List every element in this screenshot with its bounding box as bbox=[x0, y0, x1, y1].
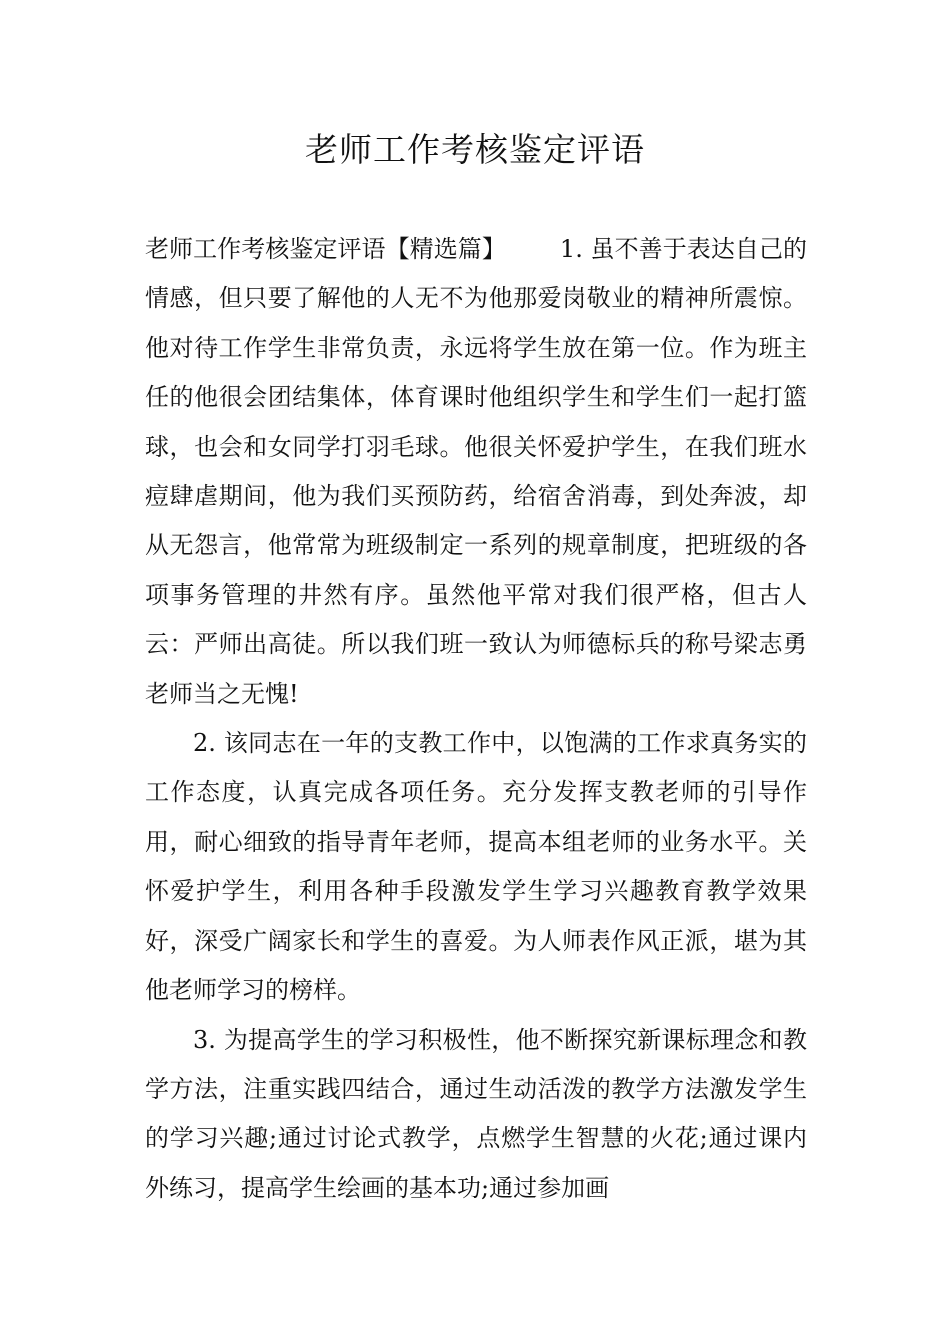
document-body bbox=[145, 225, 807, 1213]
paragraph-1 bbox=[145, 225, 807, 719]
paragraph-3: 3. 为提高学生的学习积极性，他不断探究新课标理念和教学方法，注重实践四结合，通过生动活泼的教学方法激发学生的学习兴趣;通过讨论式教学，点燃学生智慧的火花;通过课内外练习，提高学生绘画的基本功;通过参加画 bbox=[145, 1025, 807, 1202]
paragraph-2: 2. 该同志在一年的支教工作中，以饱满的工作求真务实的工作态度，认真完成各项任务。充分发挥支教老师的引导作用，耐心细致的指导青年老师，提高本组老师的业务水平。关怀爱护学生，利用各种手段激发学生学习兴趣教育教学效果好，深受广阔家长和学生的喜爱。为人师表作风正派，堪为其他老师学习的榜样。 bbox=[145, 729, 807, 1005]
document-title: 老师工作考核鉴定评语 bbox=[305, 130, 645, 169]
paragraph-1-lead: 老师工作考核鉴定评语【精选篇】 bbox=[145, 235, 506, 263]
paragraph-1-text: 1. 虽不善于表达自己的情感，但只要了解他的人无不为他那爱岗敬业的精神所震惊。他对待工作学生非常负责，永远将学生放在第一位。作为班主任的他很会团结集体，体育课时他组织学生和学生们一起打篮球，也会和女同学打羽毛球。他很关怀爱护学生，在我们班水痘肆虐期间，他为我们买预防药，给宿舍消毒，到处奔波，却从无怨言，他常常为班级制定一系列的规章制度，把班级的各项事务管理的井然有序。虽然他平常对我们很严格，但古人云：严师出高徒。所以我们班一致认为师德标兵的称号梁志勇老师当之无愧! bbox=[145, 235, 807, 708]
